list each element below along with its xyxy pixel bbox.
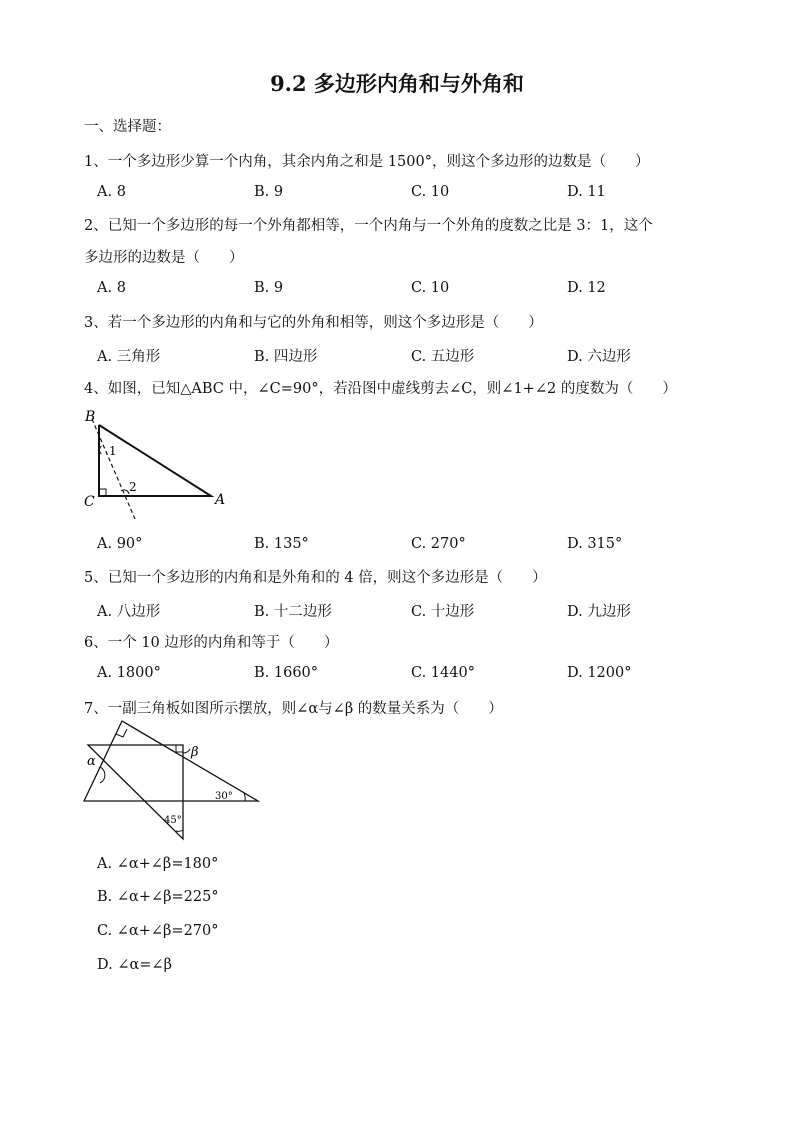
question-5-options (97, 600, 737, 620)
angle-label-30: 30° (215, 791, 233, 802)
angle-label-1: 1 (109, 444, 117, 458)
set-square-30 (84, 721, 258, 801)
angle-label-2: 2 (129, 480, 137, 494)
option-c[interactable]: C. 十边形 (411, 604, 475, 620)
angle-label-alpha: α (87, 754, 96, 769)
option-b[interactable]: B. 135° (254, 536, 309, 552)
question-7-option-c[interactable]: C. ∠α+∠β=270° (97, 923, 219, 939)
triangle-abc (99, 425, 211, 496)
question-7-option-d[interactable]: D. ∠α=∠β (97, 957, 172, 973)
option-a[interactable]: A. 1800° (97, 665, 161, 681)
vertex-label-a: A (215, 492, 226, 508)
question-2-stem-line2: 多边形的边数是（ ） (84, 250, 244, 266)
question-6-options (97, 665, 737, 685)
option-d[interactable]: D. 九边形 (567, 604, 631, 620)
option-d[interactable]: D. 11 (567, 184, 606, 200)
option-d[interactable]: D. 315° (567, 536, 623, 552)
option-a[interactable]: A. 8 (97, 184, 126, 200)
angle-2-arc (121, 490, 129, 494)
right-angle-mark-45 (176, 745, 183, 752)
option-b[interactable]: B. 9 (254, 184, 284, 200)
option-a[interactable]: A. 8 (97, 280, 126, 296)
question-6-stem: 6、一个 10 边形的内角和等于（ ） (84, 635, 339, 651)
option-a[interactable]: A. 三角形 (97, 349, 161, 365)
page-title: 9.2 多边形内角和与外角和 (270, 71, 524, 96)
right-angle-mark (99, 489, 106, 496)
question-7-stem: 7、一副三角板如图所示摆放，则∠α与∠β 的数量关系为（ ） (84, 701, 503, 717)
question-1-stem: 1、一个多边形少算一个内角，其余内角之和是 1500°，则这个多边形的边数是（ ） (84, 154, 650, 170)
question-3-options (97, 345, 737, 365)
option-b[interactable]: B. 1660° (254, 665, 319, 681)
vertex-label-b: B (85, 409, 96, 425)
beta-arc (183, 749, 190, 753)
option-b[interactable]: B. 四边形 (254, 349, 318, 365)
option-d[interactable]: D. 12 (567, 280, 606, 296)
option-c[interactable]: C. 10 (411, 184, 450, 200)
option-c[interactable]: C. 1440° (411, 665, 475, 681)
angle-30-arc (244, 793, 245, 801)
option-a[interactable]: A. 90° (97, 536, 143, 552)
option-b[interactable]: B. 9 (254, 280, 284, 296)
option-b[interactable]: B. 十二边形 (254, 604, 332, 620)
question-7-option-a[interactable]: A. ∠α+∠β=180° (97, 856, 219, 872)
option-c[interactable]: C. 五边形 (411, 349, 475, 365)
question-3-stem: 3、若一个多边形的内角和与它的外角和相等，则这个多边形是（ ） (84, 315, 543, 331)
option-d[interactable]: D. 1200° (567, 665, 632, 681)
angle-1-arc (100, 446, 102, 454)
alpha-arc (100, 767, 105, 783)
question-2-options (97, 280, 737, 300)
angle-label-45: 45° (164, 815, 182, 826)
angle-45-arc (176, 830, 183, 831)
question-4-stem: 4、如图，已知△ABC 中，∠C=90°，若沿图中虚线剪去∠C，则∠1+∠2 的度数为（ ） (84, 381, 677, 397)
question-4-options (97, 536, 737, 556)
right-triangle-figure (80, 405, 240, 523)
angle-label-beta: β (191, 745, 199, 760)
set-squares-figure (80, 715, 265, 847)
question-1-options (97, 184, 737, 204)
question-7-option-b[interactable]: B. ∠α+∠β=225° (97, 889, 219, 905)
option-d[interactable]: D. 六边形 (567, 349, 631, 365)
option-a[interactable]: A. 八边形 (97, 604, 161, 620)
section-heading: 一、选择题： (84, 119, 171, 135)
vertex-label-c: C (84, 494, 95, 510)
question-2-stem-line1: 2、已知一个多边形的每一个外角都相等，一个内角与一个外角的度数之比是 3：1，这个 (84, 218, 653, 234)
option-c[interactable]: C. 270° (411, 536, 466, 552)
option-c[interactable]: C. 10 (411, 280, 450, 296)
question-5-stem: 5、已知一个多边形的内角和是外角和的 4 倍，则这个多边形是（ ） (84, 570, 547, 586)
